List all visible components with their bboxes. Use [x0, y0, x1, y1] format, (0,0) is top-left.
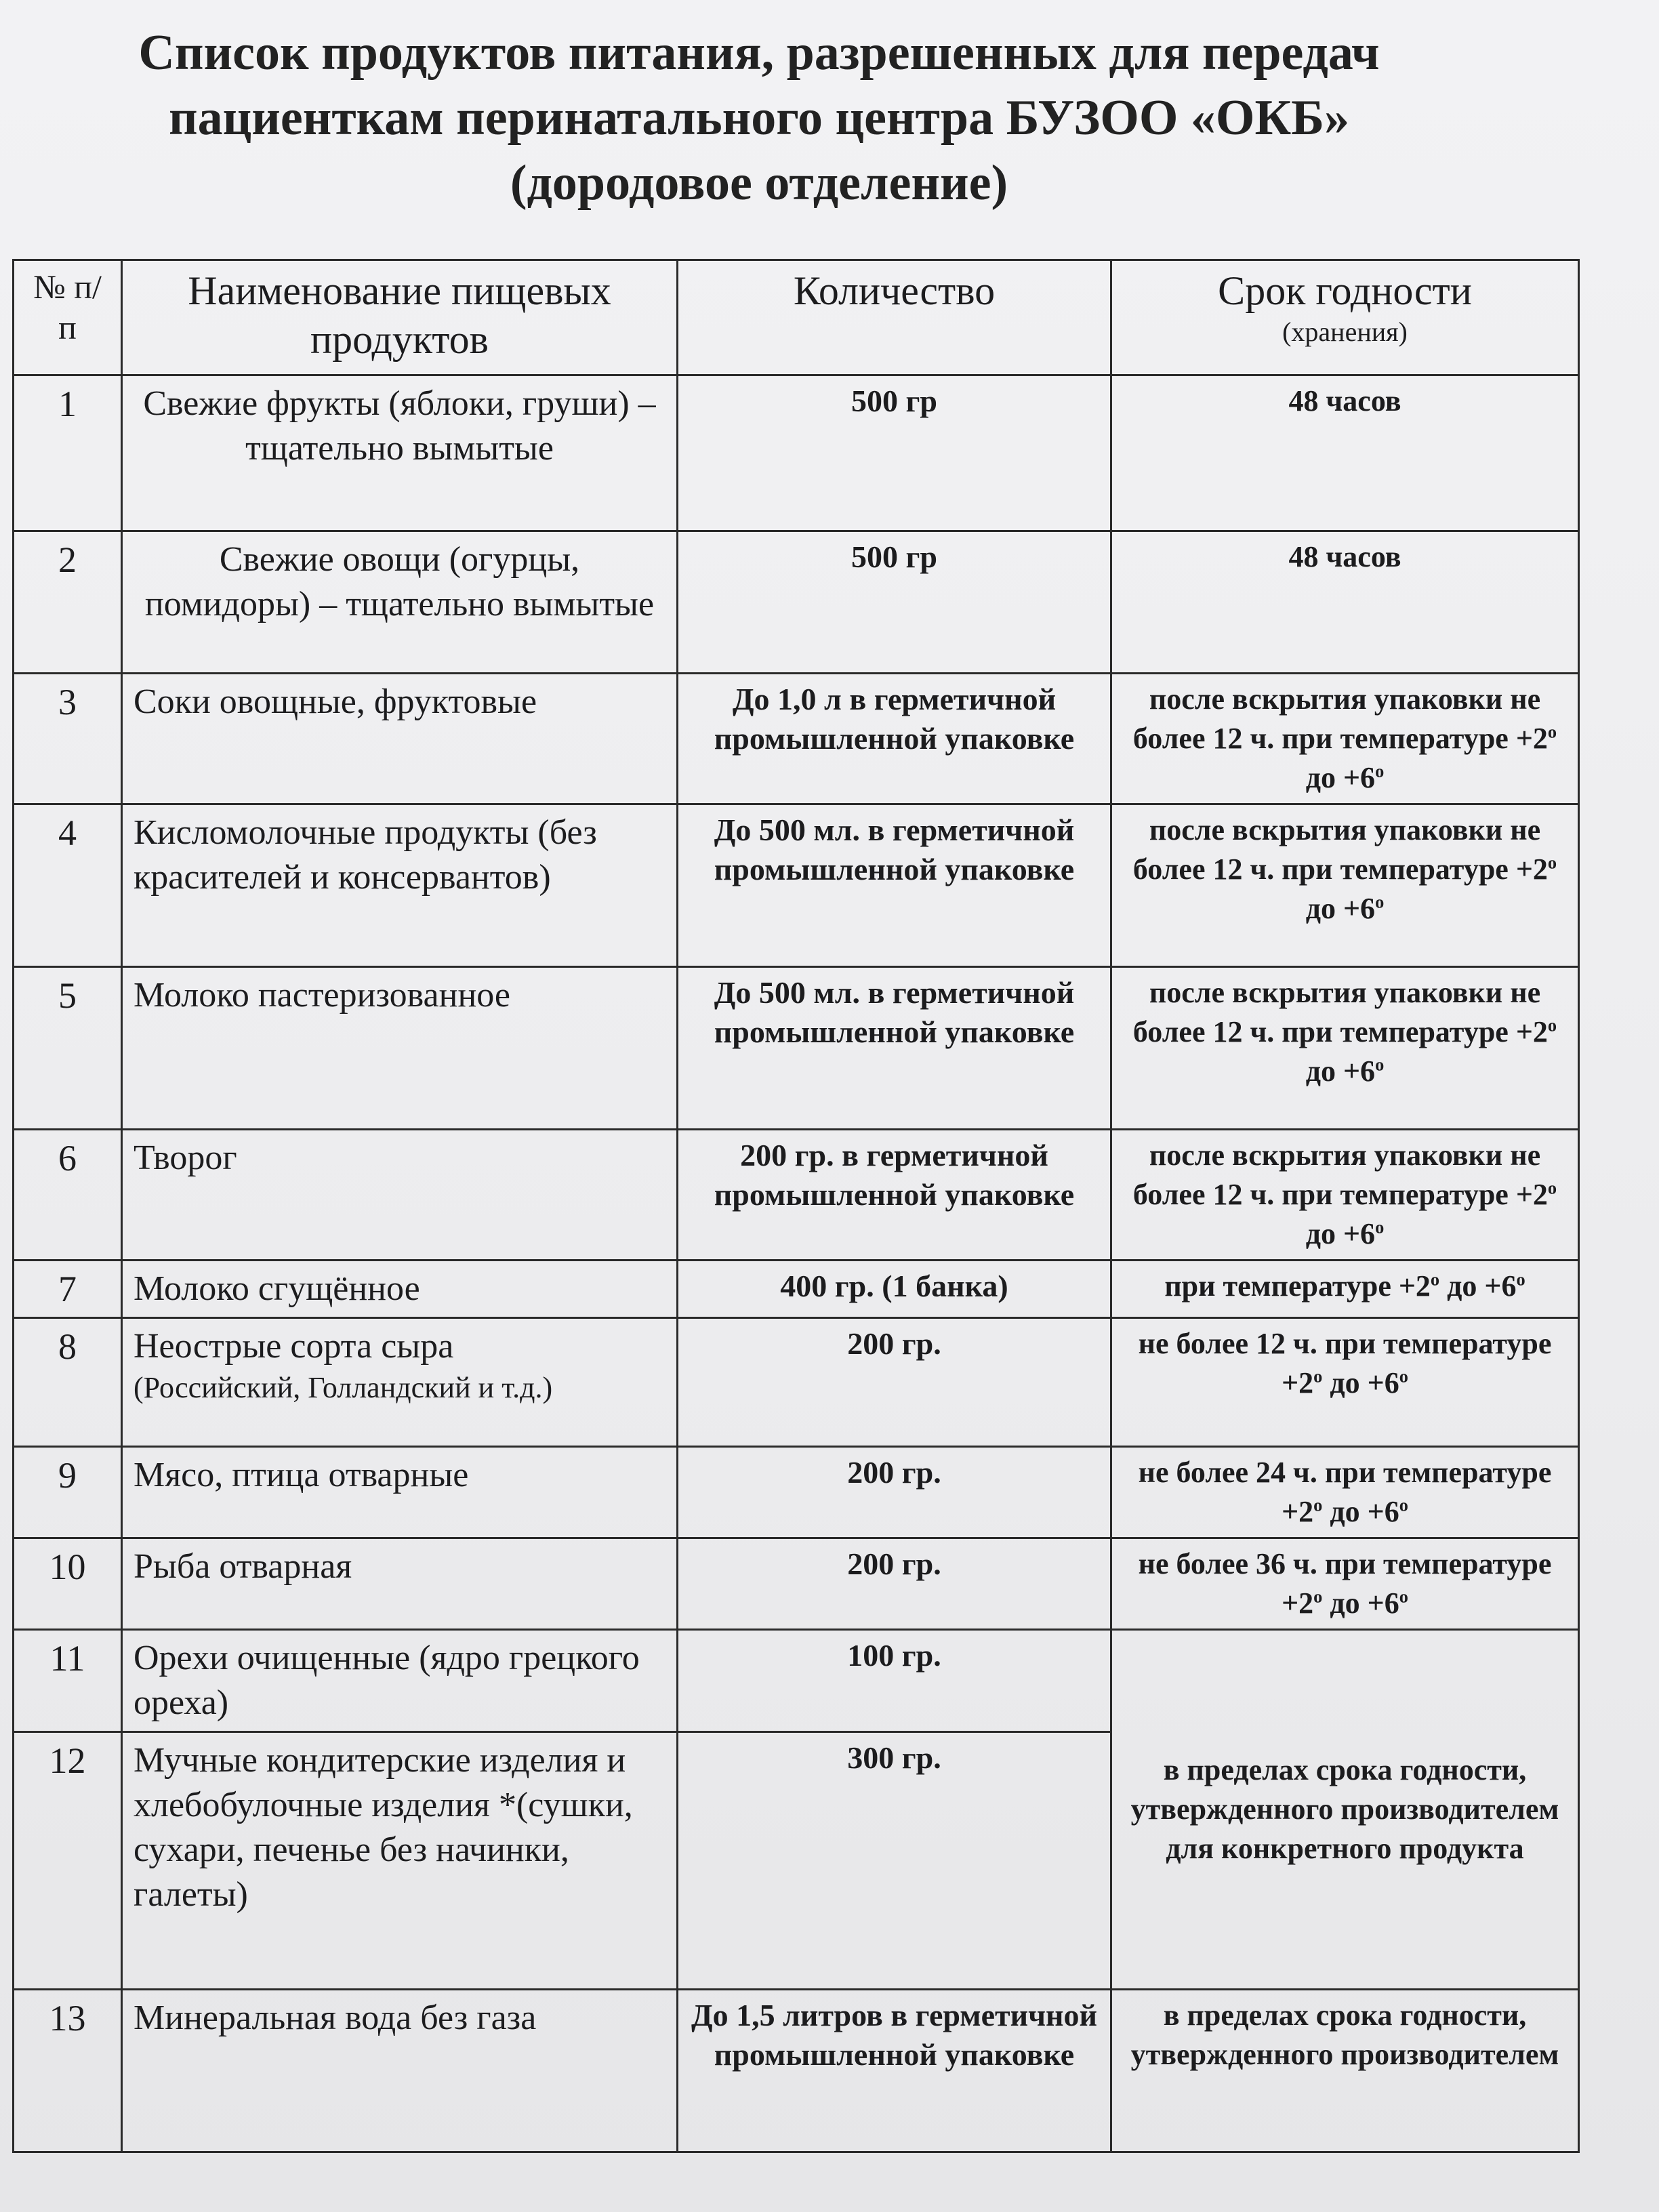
row-expiry: [1111, 674, 1579, 804]
table-row: [14, 674, 1579, 804]
row-expiry-text: после вскрытия упаковки не более 12 ч. при температуре +2: [1132, 813, 1548, 886]
row-expiry-text: после вскрытия упаковки не более 12 ч. при температуре +2: [1132, 1139, 1548, 1211]
degree-sign: о: [1375, 891, 1385, 912]
table-row: [14, 1630, 1579, 1732]
row-expiry-text-2: до +6: [1305, 892, 1376, 925]
row-expiry: [1111, 1261, 1579, 1318]
row-quantity: 500 гр: [678, 531, 1111, 674]
table-row: [14, 1261, 1579, 1318]
row-number: 8: [14, 1318, 122, 1447]
row-number: 13: [14, 1990, 122, 2152]
header-expiry-sub: (хранения): [1282, 316, 1408, 347]
row-product-name-sub: (Российский, Голландский и т.д.): [134, 1371, 553, 1404]
title-line-2: пациенткам перинатального центра БУЗОО «ОКБ»: [168, 90, 1350, 146]
row-quantity: 100 гр.: [678, 1630, 1111, 1732]
title-line-3: (дородовое отделение): [510, 155, 1008, 211]
row-expiry: [1111, 1538, 1579, 1630]
row-expiry-text-2: до +6: [1305, 1054, 1376, 1088]
row-quantity: До 1,5 литров в герметичной промышленной упаковке: [678, 1990, 1111, 2152]
header-expiry: [1111, 260, 1579, 375]
table-row: [14, 1538, 1579, 1630]
table-row: [14, 804, 1579, 967]
row-expiry-text-2: до +6: [1322, 1366, 1399, 1399]
degree-sign: о: [1399, 1366, 1408, 1387]
row-expiry: 48 часов: [1111, 531, 1579, 674]
degree-sign: о: [1375, 1216, 1385, 1237]
table-row: [14, 1318, 1579, 1447]
row-number: 4: [14, 804, 122, 967]
degree-sign: о: [1313, 1586, 1323, 1607]
row-number: 12: [14, 1732, 122, 1990]
degree-sign: о: [1547, 1177, 1557, 1198]
row-expiry-text: после вскрытия упаковки не более 12 ч. при температуре +2: [1132, 976, 1548, 1048]
row-number: 1: [14, 375, 122, 531]
row-expiry: [1111, 1447, 1579, 1538]
row-quantity: 200 гр.: [678, 1318, 1111, 1447]
degree-sign: о: [1399, 1586, 1408, 1607]
row-expiry: [1111, 967, 1579, 1130]
row-quantity: До 500 мл. в герметичной промышленной упаковке: [678, 804, 1111, 967]
row-expiry: [1111, 1318, 1579, 1447]
row-number: 2: [14, 531, 122, 674]
row-quantity: 200 гр.: [678, 1538, 1111, 1630]
row-product-name: Соки овощные, фруктовые: [122, 674, 678, 804]
row-expiry-text-2: до +6: [1322, 1495, 1399, 1528]
row-number: 9: [14, 1447, 122, 1538]
degree-sign: о: [1547, 852, 1557, 873]
row-quantity: 200 гр.: [678, 1447, 1111, 1538]
row-number: 10: [14, 1538, 122, 1630]
row-product-name: Мясо, птица отварные: [122, 1447, 678, 1538]
products-table: [12, 259, 1580, 2153]
row-expiry-text: не более 36 ч. при температуре +2: [1138, 1547, 1552, 1620]
row-quantity: 500 гр: [678, 375, 1111, 531]
row-product-name: Молоко сгущённое: [122, 1261, 678, 1318]
table-row: [14, 1990, 1579, 2152]
degree-sign: о: [1430, 1269, 1440, 1290]
header-number: № п/п: [14, 260, 122, 375]
degree-sign: о: [1547, 1015, 1557, 1036]
row-product-name-main: Неострые сорта сыра: [134, 1327, 454, 1366]
degree-sign: о: [1313, 1494, 1323, 1515]
degree-sign: о: [1313, 1366, 1323, 1387]
document-title: [61, 20, 1457, 216]
row-quantity: До 500 мл. в герметичной промышленной упаковке: [678, 967, 1111, 1130]
row-product-name: Свежие фрукты (яблоки, груши) – тщательно вымытые: [122, 375, 678, 531]
header-expiry-label: Срок годности: [1218, 268, 1472, 313]
row-expiry-merged: в пределах срока годности, утвержденного производителем для конкретного продукта: [1111, 1630, 1579, 1990]
row-number: 6: [14, 1130, 122, 1261]
row-product-name: Минеральная вода без газа: [122, 1990, 678, 2152]
table-row: [14, 1130, 1579, 1261]
row-expiry: в пределах срока годности, утвержденного производителем: [1111, 1990, 1579, 2152]
row-expiry-text-2: до +6: [1305, 761, 1376, 794]
table-row: [14, 375, 1579, 531]
row-expiry: [1111, 804, 1579, 967]
row-number: 7: [14, 1261, 122, 1318]
row-product-name: [122, 1318, 678, 1447]
row-expiry-text: при температуре +2: [1164, 1269, 1431, 1303]
row-product-name: Кисломолочные продукты (без красителей и консервантов): [122, 804, 678, 967]
row-expiry-text: после вскрытия упаковки не более 12 ч. при температуре +2: [1132, 682, 1548, 755]
degree-sign: о: [1375, 760, 1385, 781]
header-quantity: Количество: [678, 260, 1111, 375]
row-quantity: 300 гр.: [678, 1732, 1111, 1990]
row-expiry-text-2: до +6: [1322, 1586, 1399, 1620]
header-row: [14, 260, 1579, 375]
row-expiry: [1111, 1130, 1579, 1261]
row-product-name: Творог: [122, 1130, 678, 1261]
table-row: [14, 967, 1579, 1130]
row-quantity: До 1,0 л в герметичной промышленной упаковке: [678, 674, 1111, 804]
row-product-name: Мучные кондитерские изделия и хлебобулочные изделия *(сушки, сухари, печенье без начинки, галеты): [122, 1732, 678, 1990]
header-name: Наименование пищевых продуктов: [122, 260, 678, 375]
row-expiry-text: не более 12 ч. при температуре +2: [1138, 1327, 1552, 1399]
row-number: 5: [14, 967, 122, 1130]
row-product-name: Орехи очищенные (ядро грецкого ореха): [122, 1630, 678, 1732]
degree-sign: о: [1399, 1494, 1408, 1515]
row-product-name: Рыба отварная: [122, 1538, 678, 1630]
row-quantity: 400 гр. (1 банка): [678, 1261, 1111, 1318]
row-product-name: Свежие овощи (огурцы, помидоры) – тщательно вымытые: [122, 531, 678, 674]
row-expiry-text-2: до +6: [1439, 1269, 1517, 1303]
row-number: 11: [14, 1630, 122, 1732]
row-expiry-text-2: до +6: [1305, 1217, 1376, 1250]
title-line-1: Список продуктов питания, разрешенных для передач: [138, 25, 1380, 81]
degree-sign: о: [1375, 1054, 1385, 1075]
row-number: 3: [14, 674, 122, 804]
row-product-name: Молоко пастеризованное: [122, 967, 678, 1130]
row-expiry-text: не более 24 ч. при температуре +2: [1138, 1456, 1552, 1528]
table-row: [14, 531, 1579, 674]
degree-sign: о: [1516, 1269, 1525, 1290]
row-quantity: 200 гр. в герметичной промышленной упаковке: [678, 1130, 1111, 1261]
row-expiry: 48 часов: [1111, 375, 1579, 531]
table-row: [14, 1447, 1579, 1538]
degree-sign: о: [1547, 721, 1557, 742]
